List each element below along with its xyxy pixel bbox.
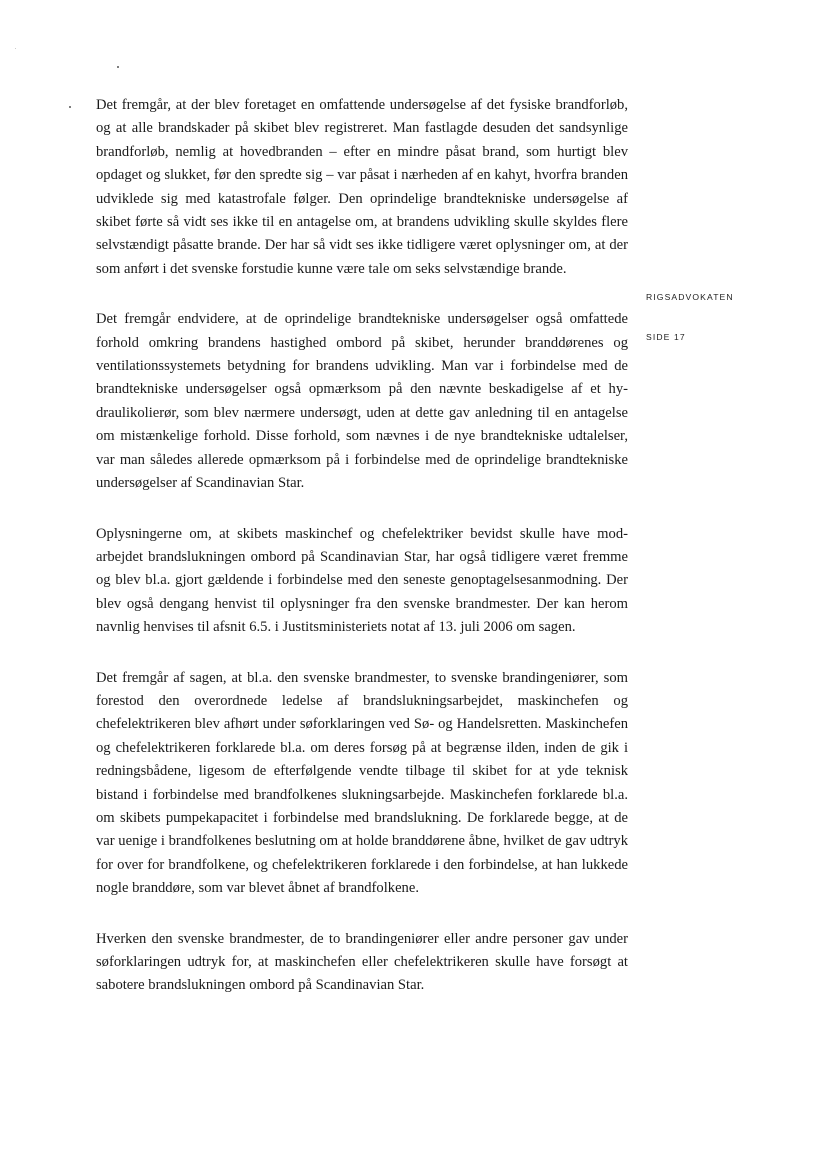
paragraph-fire-speed: Det fremgår endvidere, at de oprindelige brandtekniske undersøgelser også omfattede forhold omkring brandens hastighed ombord på skibet, herunder branddørenes og ventilationssystemets betydning for brandens udvikling. Man var i forbindelse med de brandtekniske undersøgelser også opmærksom på den nævnte beskadigelse af et hydraulikolierør, som blev nærmere undersøgt, uden at dette gav anledning til en antagelse om mistænkelige forhold. Disse forhold, som nævnes i de nye brandtekniske udtalelser, var man således allerede opmærksom på i forbindelse med de oprindelige brandtekniske undersøgelser af Scandinavian Star. [96,311,628,492]
paragraph-crew-allegations: Oplysningerne om, at skibets maskinchef og chefelektriker bevidst skulle have modarbejdet brandslukningen ombord på Scandinavian Star, har også tidligere været fremme og blev bl.a. gjort gældende i forbindelse med den seneste genoptagelsesanmodning. Der blev også dengang henvist til oplysninger fra den svenske brandmester. Der kan herom navnlig henvises til afsnit 6.5. i Justitsministeriets notat af 13. juli 2006 om sagen. [96,525,628,636]
scan-speck [117,66,119,68]
organization-name: RIGSADVOKATEN [646,292,734,302]
paragraph-no-sabotage-statements: Hverken den svenske brandmester, de to brandingeniører eller andre personer gav under søforklaringen udtryk for, at maskinchefen eller chefelektrikeren skulle have forsøgt at sabotere brandslukningen ombord på Scandinavian Star. [96,930,628,994]
paragraph-fire-investigation: Det fremgår, at der blev foretaget en omfattende undersøgelse af det fysiske brandforløb, og at alle brandskader på skibet blev registreret. Man fastlagde desuden det sandsynlige brandforløb, nemlig at hovedbranden – efter en mindre påsat brand, som hurtigt blev opdaget og slukket, før den spredte sig – var påsat i nærheden af en kahyt, hvorfra branden udviklede sig med katastrofale følger. Den oprindelige brandtekniske undersøgelse af skibet førte så vidt ses ikke til en antagelse om, at brandens udvikling skulle skyldes flere selvstændigt påsatte brande. Der har så vidt ses ikke tidligere været oplysninger om, at der som anført i det svenske forstudie kunne være tale om seks selvstændige brande. [96,97,628,277]
page-number: SIDE 17 [646,332,686,342]
paragraph-maritime-inquiry: Det fremgår af sagen, at bl.a. den svenske brandmester, to svenske brandingeniører, som forestod den overordnede ledelse af brandslukningsarbejdet, maskinchefen og chefelektrikeren blev afhørt under søforklaringen ved Sø- og Handelsretten. Maskinchefen og chefelektrikeren forklarede bl.a. om deres forsøg på at begrænse ilden, inden de gik i redningsbådene, ligesom de efterfølgende vendte tilbage til skibet for at yde teknisk bistand i forbindelse med brandfolkenes slukningsarbejde. Maskinchefen forklarede bl.a. om skibets pumpekapacitet i forbindelse med brandslukning. De forklarede begge, at de var uenige i brandfolkenes beslutning om at holde branddørene åbne, hvilket de gav udtryk for over for brandfolkene, og chefelektrikeren forklarede i den forbindelse, at han lukkede nogle branddøre, som var blevet åbnet af brandfolkene. [96,669,628,897]
scan-speck [69,106,71,108]
body-text [96,94,628,1025]
scan-speck [15,48,16,49]
